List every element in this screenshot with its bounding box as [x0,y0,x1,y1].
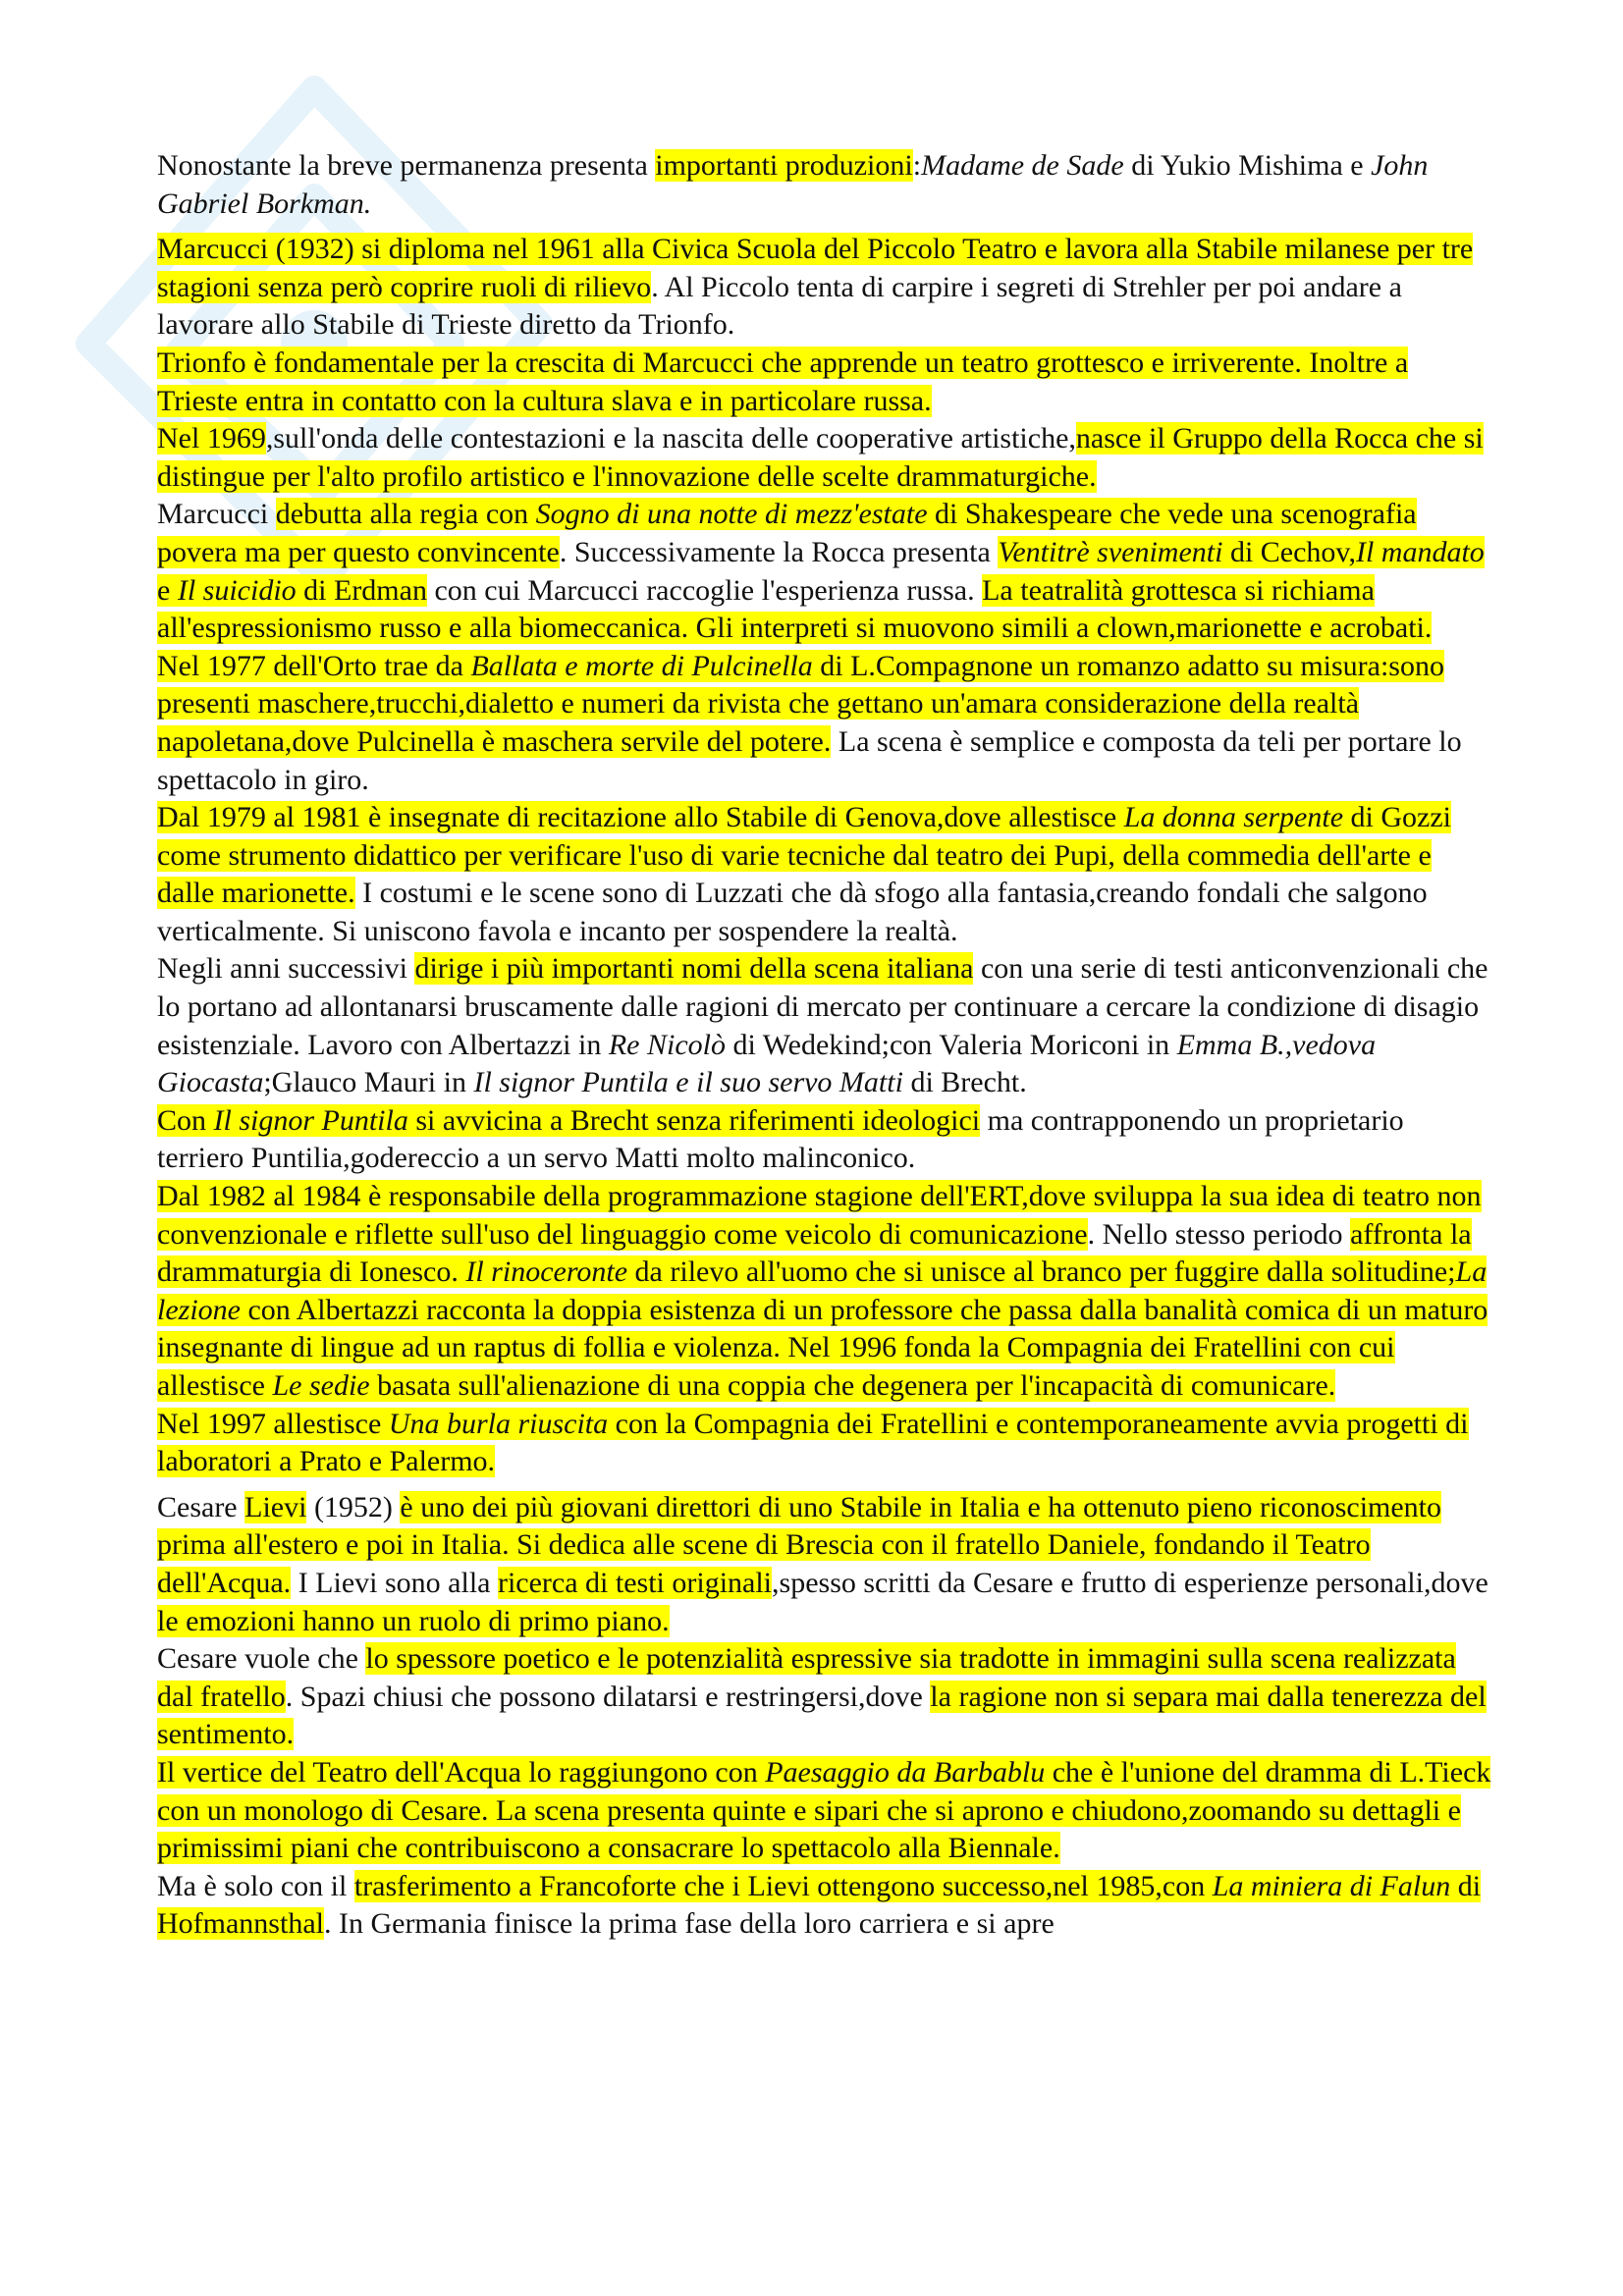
highlighted-text: Il suicidio [177,573,297,607]
highlighted-text: di Shakespeare che vede una scenografia povera ma per questo convincente [157,498,1417,568]
paragraph [157,1489,1492,1640]
text-run: Cesare [157,1490,245,1523]
highlighted-text: Una burla riuscita [388,1407,609,1440]
text-run: ma contrapponendo un proprietario terriero Puntilia,godereccio a un servo Matti molto malinconico. [157,1103,1404,1175]
paragraph [157,496,1492,647]
highlighted-text: debutta alla regia con [275,498,536,531]
highlighted-text: dirige i più importanti nomi della scena italiana [414,952,974,986]
text-run: I Lievi sono alla [291,1566,498,1599]
highlighted-text: la ragione non si separa mai dalla tenerezza del sentimento. [157,1680,1487,1751]
text-run: . Successivamente la Rocca presenta [559,535,999,568]
highlighted-text: Nel 1977 dell'Orto trae da [157,649,471,682]
paragraph [157,648,1492,799]
text-run: Re Nicolò [608,1028,726,1061]
highlighted-text: La teatralità grottesca si richiama all'espressionismo russo e alla biomeccanica. Gli interpreti si muovono simili a clown,marionette e acrobati. [157,573,1433,645]
highlighted-text: La lezione [157,1255,1488,1326]
paragraph [157,799,1492,950]
highlighted-text: Dal 1982 al 1984 è responsabile della programmazione stagione dell'ERT,dove sviluppa la sua idea di teatro non convenzionale e riflette sull'uso del linguaggio come veicolo di comunicazione [157,1180,1482,1251]
highlighted-text: Paesaggio da Barbablu [765,1755,1046,1789]
highlighted-text: Il rinoceronte [465,1255,628,1289]
text-run: . Spazi chiusi che possono dilatarsi e restringersi,dove [285,1680,931,1713]
highlighted-text: le emozioni hanno un ruolo di primo piano. [157,1604,670,1637]
highlighted-text: affronta la drammaturgia di Ionesco. [157,1217,1472,1289]
text-run: . In Germania finisce la prima fase della loro carriera e si apre [323,1907,1055,1941]
text-run: John Gabriel Borkman. [157,149,1429,220]
highlighted-text: di Gozzi come strumento didattico per verificare l'uso di varie tecniche dal teatro dei Pupi, della commedia dell'arte e dalle marionette. [157,801,1451,910]
paragraph [157,345,1492,420]
highlighted-text: di Hofmannsthal [157,1869,1482,1941]
highlighted-text: La donna serpente [1123,801,1344,834]
highlighted-text: Marcucci (1932) [157,233,362,266]
text-run: con una serie di testi anticonvenzionali che lo portano ad allontanarsi bruscamente dalle ragioni di mercato per continuare a cercare la condizione di disagio esistenziale. Lavoro con Albertazzi in [157,952,1488,1061]
text-run: ;Glauco Mauri in [263,1066,474,1099]
highlighted-text: importanti produzioni [655,149,913,182]
highlighted-text: Lievi [244,1490,307,1523]
highlighted-text: Nel 1969 [157,422,266,455]
paragraph [157,1754,1492,1868]
highlighted-text: che è l'unione del dramma di L.Tieck con un monologo di Cesare. La scena presenta quinte e sipari che si aprono e chiudono,zoomando su dettagli e primissimi piani che contribuiscono a consacrare lo spettacolo alla Biennale. [157,1755,1491,1865]
highlighted-text: con la Compagnia dei Fratellini e contemporaneamente avvia progetti di laboratori a Prato e Palermo. [157,1407,1469,1478]
highlighted-text: Il signor Puntila [213,1103,408,1137]
highlighted-text: Ventitrè svenimenti [998,535,1223,568]
text-run: La scena è semplice e composta da teli per portare lo spettacolo in giro. [157,724,1462,796]
highlighted-text: di L.Compagnone un romanzo adatto su misura:sono presenti maschere,trucchi,dialetto e numeri da rivista che gettano un'amara considerazione della realtà napoletana,dove Pulcinella è maschera servile del potere. [157,649,1444,758]
highlighted-text: si diploma nel 1961 alla Civica Scuola del Piccolo Teatro e lavora alla Stabile milanese per tre stagioni senza però coprire ruoli di rilievo [157,233,1474,303]
text-run: (1952) [306,1490,401,1523]
paragraph [157,1178,1492,1406]
text-run: I costumi e le scene sono di Luzzati che dà sfogo alla fantasia,creando fondali che salgono verticalmente. Si uniscono favola e incanto per sospendere la realtà. [157,877,1428,947]
paragraph [157,1640,1492,1754]
text-run: di Yukio Mishima e [1123,149,1372,182]
highlighted-text: basata sull'alienazione di una coppia che degenera per l'incapacità di comunicare. [369,1369,1336,1402]
paragraph [157,420,1492,496]
paragraph [157,1406,1492,1481]
highlighted-text: di Cechov, [1222,535,1356,568]
highlighted-text: Il mandato [1355,535,1485,568]
highlighted-text: Le sedie [272,1369,370,1402]
highlighted-text: con Albertazzi racconta la doppia esistenza di un professore che passa dalla banalità comica di un maturo insegnante di lingue ad un raptus di follia e violenza. Nel 1996 fonda la Compagnia dei Fratellini con cui allestisce [157,1293,1488,1402]
text-run: di Wedekind;con Valeria Moriconi in [725,1028,1177,1061]
text-run: : [912,149,922,182]
highlighted-text: La miniera di Falun [1212,1869,1451,1902]
text-run: ,sull'onda delle contestazioni e la nascita delle cooperative artistiche, [265,422,1076,455]
highlighted-text: di Erdman [296,573,427,607]
paragraph [157,1868,1492,1944]
text-run: Nonostante la breve permanenza presenta [157,149,656,182]
highlighted-text: Il vertice del Teatro dell'Acqua lo raggiungono con [157,1755,766,1789]
text-run: Emma B.,vedova Giocasta [157,1028,1377,1099]
text-run: Negli anni successivi [157,952,415,986]
text-run: Il signor Puntila e il suo servo Matti [473,1066,903,1099]
paragraph [157,147,1492,223]
highlighted-text: trasferimento a Francoforte che i Lievi ottengono successo,nel 1985,con [353,1869,1213,1902]
highlighted-text: da rilevo all'uomo che si unisce al branco per fuggire dalla solitudine; [627,1255,1456,1289]
document-body [157,147,1492,1944]
text-run: . Al Piccolo tenta di carpire i segreti di Strehler per poi andare a lavorare allo Stabile di Trieste diretto da Trionfo. [157,270,1402,342]
highlighted-text: Con [157,1103,214,1137]
highlighted-text: lo spessore poetico e le potenzialità espressive sia tradotte in immagini sulla scena realizzata dal fratello [157,1642,1456,1713]
highlighted-text: Dal 1979 al 1981 è insegnate di recitazione allo Stabile di Genova,dove allestisce [157,801,1124,834]
paragraph [157,1102,1492,1178]
highlighted-text: Ballata e morte di Pulcinella [470,649,813,682]
highlighted-text: nasce il Gruppo della Rocca che si distingue per l'alto profilo artistico e l'innovazione delle scelte drammaturgiche. [157,422,1484,493]
highlighted-text: e [157,573,178,607]
text-run: di Brecht. [902,1066,1027,1099]
highlighted-text: si avvicina a Brecht senza riferimenti ideologici [407,1103,981,1137]
text-run: con cui Marcucci raccoglie l'esperienza russa. [426,573,983,607]
highlighted-text: Trionfo è fondamentale per la crescita di Marcucci che apprende un teatro grottesco e irriverente. Inoltre a Trieste entra in contatto con la cultura slava e in particolare russa. [157,346,1409,417]
paragraph [157,950,1492,1101]
highlighted-text: Nel 1997 allestisce [157,1407,389,1440]
text-run: Marcucci [157,498,276,531]
text-run: ,spesso scritti da Cesare e frutto di esperienze personali,dove [772,1566,1488,1599]
highlighted-text: è uno dei più giovani direttori di uno Stabile in Italia e ha ottenuto pieno riconoscimento prima all'estero e poi in Italia. Si dedica alle scene di Brescia con il fratello Daniele, fondando il Teatro dell'Acqua. [157,1490,1442,1599]
highlighted-text: ricerca di testi originali [497,1566,773,1599]
highlighted-text: Sogno di una notte di mezz'estate [535,498,928,531]
paragraph [157,231,1492,345]
text-run: Ma è solo con il [157,1869,354,1902]
text-run: Cesare vuole che [157,1642,366,1676]
text-run: Madame de Sade [921,149,1124,182]
text-run: . Nello stesso periodo [1087,1217,1351,1251]
